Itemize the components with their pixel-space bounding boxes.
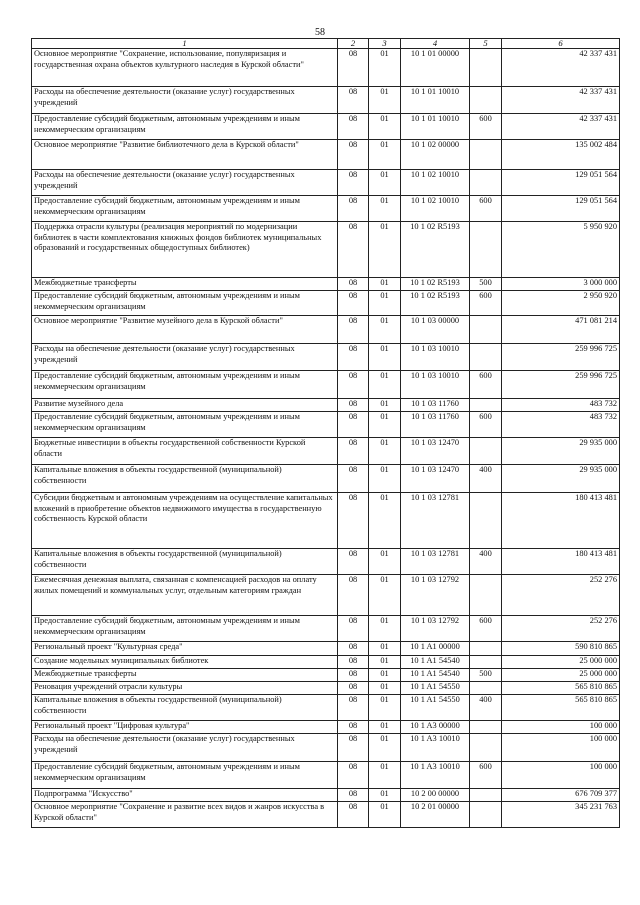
row-amount: 42 337 431 (502, 87, 620, 114)
header-col-1: 1 (32, 39, 338, 49)
header-row (32, 39, 620, 49)
row-subsection: 01 (369, 721, 401, 734)
row-name: Предоставление субсидий бюджетным, автономным учреждениям и иным некоммерческим организациям (32, 762, 338, 789)
row-target-article: 10 1 A3 10010 (401, 734, 470, 762)
row-expense-type (470, 316, 502, 344)
row-target-article: 10 1 A3 10010 (401, 762, 470, 789)
row-amount: 590 810 865 (502, 642, 620, 656)
row-subsection: 01 (369, 669, 401, 682)
row-subsection: 01 (369, 49, 401, 87)
row-subsection: 01 (369, 114, 401, 140)
row-subsection: 01 (369, 140, 401, 170)
row-subsection: 01 (369, 549, 401, 575)
row-target-article: 10 1 02 10010 (401, 196, 470, 222)
row-expense-type (470, 789, 502, 802)
table-row (32, 789, 620, 802)
row-section: 08 (338, 695, 369, 721)
row-amount: 676 709 377 (502, 789, 620, 802)
row-subsection: 01 (369, 438, 401, 465)
row-amount: 565 810 865 (502, 682, 620, 695)
table-body (32, 49, 620, 828)
row-section: 08 (338, 642, 369, 656)
row-expense-type (470, 734, 502, 762)
row-subsection: 01 (369, 682, 401, 695)
row-target-article: 10 1 03 10010 (401, 344, 470, 371)
row-section: 08 (338, 789, 369, 802)
row-subsection: 01 (369, 656, 401, 669)
row-expense-type: 600 (470, 412, 502, 438)
row-amount: 3 000 000 (502, 278, 620, 291)
row-subsection: 01 (369, 616, 401, 642)
row-name: Капитальные вложения в объекты государственной (муниципальной) собственности (32, 549, 338, 575)
row-section: 08 (338, 114, 369, 140)
row-name: Предоставление субсидий бюджетным, автономным учреждениям и иным некоммерческим организациям (32, 616, 338, 642)
row-section: 08 (338, 87, 369, 114)
row-expense-type (470, 575, 502, 616)
row-section: 08 (338, 140, 369, 170)
row-expense-type: 400 (470, 549, 502, 575)
row-amount: 2 950 920 (502, 291, 620, 316)
row-amount: 345 231 763 (502, 802, 620, 828)
row-name: Ежемесячная денежная выплата, связанная с компенсацией расходов на оплату жилых помещений и коммунальных услуг, отдельным категориям граждан (32, 575, 338, 616)
row-subsection: 01 (369, 278, 401, 291)
row-name: Реновация учреждений отрасли культуры (32, 682, 338, 695)
row-section: 08 (338, 734, 369, 762)
row-expense-type (470, 656, 502, 669)
row-name: Межбюджетные трансферты (32, 669, 338, 682)
row-amount: 42 337 431 (502, 49, 620, 87)
row-amount: 25 000 000 (502, 669, 620, 682)
row-section: 08 (338, 549, 369, 575)
row-section: 08 (338, 371, 369, 399)
row-target-article: 10 1 A1 54550 (401, 682, 470, 695)
row-expense-type (470, 140, 502, 170)
row-subsection: 01 (369, 344, 401, 371)
row-amount: 565 810 865 (502, 695, 620, 721)
row-target-article: 10 1 03 12792 (401, 616, 470, 642)
row-subsection: 01 (369, 412, 401, 438)
table-row (32, 575, 620, 616)
row-subsection: 01 (369, 371, 401, 399)
row-target-article: 10 1 03 11760 (401, 412, 470, 438)
row-target-article: 10 2 01 00000 (401, 802, 470, 828)
row-amount: 135 002 484 (502, 140, 620, 170)
table-row (32, 222, 620, 278)
table-row (32, 802, 620, 828)
table-row (32, 549, 620, 575)
row-section: 08 (338, 656, 369, 669)
row-name: Межбюджетные трансферты (32, 278, 338, 291)
row-target-article: 10 1 A1 54540 (401, 656, 470, 669)
row-amount: 252 276 (502, 575, 620, 616)
row-section: 08 (338, 682, 369, 695)
table-row (32, 682, 620, 695)
row-expense-type (470, 642, 502, 656)
row-name: Региональный проект "Цифровая культура" (32, 721, 338, 734)
row-section: 08 (338, 721, 369, 734)
header-col-3: 3 (369, 39, 401, 49)
row-name: Расходы на обеспечение деятельности (оказание услуг) государственных учреждений (32, 734, 338, 762)
row-subsection: 01 (369, 762, 401, 789)
row-section: 08 (338, 412, 369, 438)
table-row (32, 438, 620, 465)
row-amount: 471 081 214 (502, 316, 620, 344)
row-expense-type: 400 (470, 695, 502, 721)
row-amount: 29 935 000 (502, 438, 620, 465)
row-amount: 180 413 481 (502, 493, 620, 549)
row-subsection: 01 (369, 196, 401, 222)
header-col-4: 4 (401, 39, 470, 49)
row-target-article: 10 1 03 12470 (401, 438, 470, 465)
row-expense-type: 400 (470, 465, 502, 493)
row-name: Расходы на обеспечение деятельности (оказание услуг) государственных учреждений (32, 170, 338, 196)
row-target-article: 10 1 A1 54540 (401, 669, 470, 682)
row-expense-type (470, 438, 502, 465)
row-subsection: 01 (369, 399, 401, 412)
row-section: 08 (338, 493, 369, 549)
row-section: 08 (338, 170, 369, 196)
row-section: 08 (338, 762, 369, 789)
table-row (32, 87, 620, 114)
table-row (32, 140, 620, 170)
row-subsection: 01 (369, 642, 401, 656)
row-target-article: 10 1 03 12781 (401, 493, 470, 549)
row-amount: 29 935 000 (502, 465, 620, 493)
row-section: 08 (338, 196, 369, 222)
row-target-article: 10 1 01 10010 (401, 114, 470, 140)
row-amount: 100 000 (502, 762, 620, 789)
row-target-article: 10 1 02 00000 (401, 140, 470, 170)
table-row (32, 616, 620, 642)
row-target-article: 10 1 02 R5193 (401, 291, 470, 316)
row-expense-type (470, 399, 502, 412)
row-expense-type: 500 (470, 669, 502, 682)
row-amount: 252 276 (502, 616, 620, 642)
budget-table (31, 38, 620, 828)
row-section: 08 (338, 438, 369, 465)
row-subsection: 01 (369, 695, 401, 721)
row-name: Субсидии бюджетным и автономным учреждениям на осуществление капитальных вложений в приобретение объектов недвижимого имущества в государственную собственность Курской области (32, 493, 338, 549)
table-row (32, 656, 620, 669)
table-row (32, 344, 620, 371)
row-expense-type (470, 493, 502, 549)
row-section: 08 (338, 222, 369, 278)
row-expense-type: 600 (470, 616, 502, 642)
row-amount: 100 000 (502, 734, 620, 762)
row-subsection: 01 (369, 575, 401, 616)
row-expense-type: 600 (470, 371, 502, 399)
table-row (32, 49, 620, 87)
row-name: Основное мероприятие "Сохранение и развитие всех видов и жанров искусства в Курской области" (32, 802, 338, 828)
row-amount: 5 950 920 (502, 222, 620, 278)
table-row (32, 493, 620, 549)
row-name: Основное мероприятие "Развитие музейного дела в Курской области" (32, 316, 338, 344)
header-col-5: 5 (470, 39, 502, 49)
row-name: Расходы на обеспечение деятельности (оказание услуг) государственных учреждений (32, 344, 338, 371)
row-name: Предоставление субсидий бюджетным, автономным учреждениям и иным некоммерческим организациям (32, 371, 338, 399)
row-target-article: 10 1 A3 00000 (401, 721, 470, 734)
row-name: Подпрограмма "Искусство" (32, 789, 338, 802)
table-row (32, 465, 620, 493)
table-row (32, 412, 620, 438)
table-row (32, 721, 620, 734)
row-target-article: 10 1 03 10010 (401, 371, 470, 399)
table-row (32, 278, 620, 291)
row-name: Капитальные вложения в объекты государственной (муниципальной) собственности (32, 465, 338, 493)
row-amount: 259 996 725 (502, 344, 620, 371)
row-expense-type: 600 (470, 291, 502, 316)
row-name: Развитие музейного дела (32, 399, 338, 412)
row-target-article: 10 1 A1 00000 (401, 642, 470, 656)
row-section: 08 (338, 465, 369, 493)
row-target-article: 10 1 03 12470 (401, 465, 470, 493)
table-row (32, 316, 620, 344)
table-row (32, 371, 620, 399)
row-target-article: 10 1 01 10010 (401, 87, 470, 114)
row-target-article: 10 1 A1 54550 (401, 695, 470, 721)
row-name: Расходы на обеспечение деятельности (оказание услуг) государственных учреждений (32, 87, 338, 114)
row-expense-type (470, 87, 502, 114)
row-expense-type (470, 721, 502, 734)
page-number: 58 (315, 27, 325, 38)
row-subsection: 01 (369, 291, 401, 316)
table-row (32, 196, 620, 222)
row-name: Капитальные вложения в объекты государственной (муниципальной) собственности (32, 695, 338, 721)
table-row (32, 170, 620, 196)
row-amount: 100 000 (502, 721, 620, 734)
row-amount: 180 413 481 (502, 549, 620, 575)
row-target-article: 10 1 02 R5193 (401, 278, 470, 291)
table-row (32, 114, 620, 140)
table-row (32, 399, 620, 412)
row-amount: 483 732 (502, 412, 620, 438)
table-row (32, 291, 620, 316)
row-subsection: 01 (369, 493, 401, 549)
row-section: 08 (338, 616, 369, 642)
row-target-article: 10 1 03 00000 (401, 316, 470, 344)
header-col-2: 2 (338, 39, 369, 49)
row-section: 08 (338, 802, 369, 828)
row-subsection: 01 (369, 734, 401, 762)
row-amount: 259 996 725 (502, 371, 620, 399)
table-row (32, 669, 620, 682)
table-row (32, 642, 620, 656)
row-amount: 42 337 431 (502, 114, 620, 140)
row-section: 08 (338, 575, 369, 616)
row-section: 08 (338, 316, 369, 344)
row-section: 08 (338, 278, 369, 291)
row-expense-type: 600 (470, 196, 502, 222)
row-target-article: 10 2 00 00000 (401, 789, 470, 802)
row-section: 08 (338, 344, 369, 371)
row-target-article: 10 1 03 12792 (401, 575, 470, 616)
row-target-article: 10 1 03 11760 (401, 399, 470, 412)
row-expense-type (470, 170, 502, 196)
row-amount: 25 000 000 (502, 656, 620, 669)
table-row (32, 762, 620, 789)
row-target-article: 10 1 02 10010 (401, 170, 470, 196)
row-section: 08 (338, 669, 369, 682)
header-col-6: 6 (502, 39, 620, 49)
row-subsection: 01 (369, 170, 401, 196)
row-expense-type (470, 802, 502, 828)
row-amount: 483 732 (502, 399, 620, 412)
row-expense-type (470, 49, 502, 87)
row-subsection: 01 (369, 465, 401, 493)
row-section: 08 (338, 399, 369, 412)
row-section: 08 (338, 49, 369, 87)
row-subsection: 01 (369, 789, 401, 802)
row-name: Создание модельных муниципальных библиотек (32, 656, 338, 669)
row-expense-type: 600 (470, 762, 502, 789)
row-target-article: 10 1 01 00000 (401, 49, 470, 87)
row-name: Поддержка отрасли культуры (реализация мероприятий по модернизации библиотек в части комплектования книжных фондов библиотек муниципальных образований и государственных общедоступных библиотек) (32, 222, 338, 278)
table-row (32, 734, 620, 762)
row-subsection: 01 (369, 316, 401, 344)
row-name: Бюджетные инвестиции в объекты государственной собственности Курской области (32, 438, 338, 465)
table-row (32, 695, 620, 721)
row-expense-type: 500 (470, 278, 502, 291)
row-name: Предоставление субсидий бюджетным, автономным учреждениям и иным некоммерческим организациям (32, 114, 338, 140)
row-expense-type (470, 344, 502, 371)
row-target-article: 10 1 03 12781 (401, 549, 470, 575)
row-amount: 129 051 564 (502, 170, 620, 196)
row-target-article: 10 1 02 R5193 (401, 222, 470, 278)
row-expense-type (470, 682, 502, 695)
table-header (32, 39, 620, 49)
row-name: Предоставление субсидий бюджетным, автономным учреждениям и иным некоммерческим организациям (32, 291, 338, 316)
row-subsection: 01 (369, 87, 401, 114)
row-name: Основное мероприятие "Сохранение, использование, популяризация и государственная охрана объектов культурного наследия в Курской области" (32, 49, 338, 87)
row-name: Региональный проект "Культурная среда" (32, 642, 338, 656)
row-expense-type (470, 222, 502, 278)
row-expense-type: 600 (470, 114, 502, 140)
row-section: 08 (338, 291, 369, 316)
row-name: Предоставление субсидий бюджетным, автономным учреждениям и иным некоммерческим организациям (32, 412, 338, 438)
row-amount: 129 051 564 (502, 196, 620, 222)
row-name: Основное мероприятие "Развитие библиотечного дела в Курской области" (32, 140, 338, 170)
row-subsection: 01 (369, 802, 401, 828)
row-name: Предоставление субсидий бюджетным, автономным учреждениям и иным некоммерческим организациям (32, 196, 338, 222)
row-subsection: 01 (369, 222, 401, 278)
